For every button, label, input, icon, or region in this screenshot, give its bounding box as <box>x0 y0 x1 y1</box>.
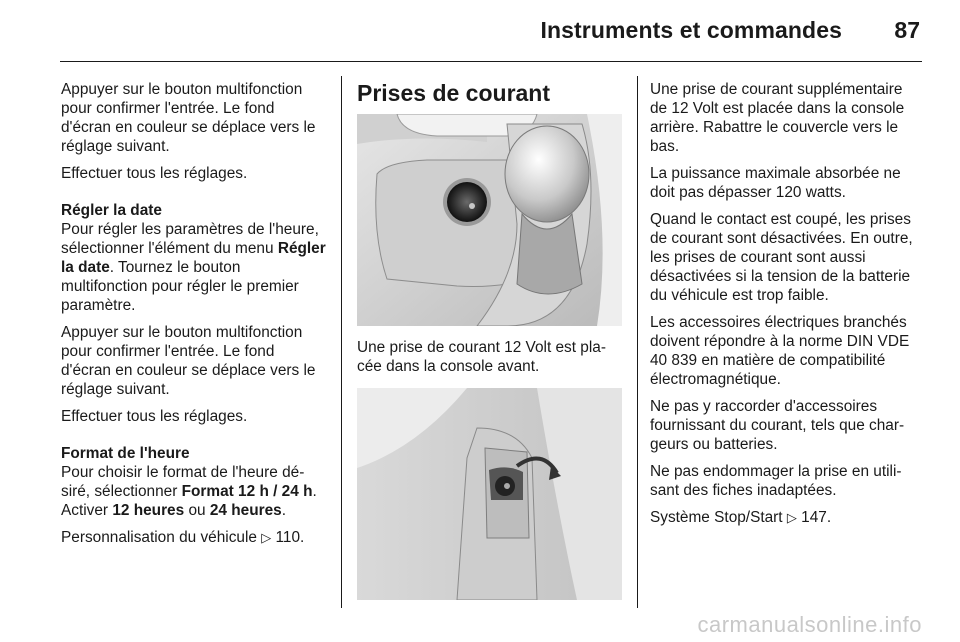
paragraph: Appuyer sur le bouton multifonction pour confirmer l'entrée. Le fond d'écran en couleur se déplace vers le réglage suivant. <box>61 81 316 155</box>
menu-item-set-date: Régler la date <box>61 240 326 276</box>
subheading-time-format: Format de l'heure <box>61 445 190 462</box>
section-title: Prises de courant <box>357 80 551 106</box>
option-24h: 24 heures <box>209 502 282 519</box>
menu-item-time-format: Format 12 h / 24 h <box>181 483 313 500</box>
column-left <box>61 80 327 555</box>
subheading-set-date: Régler la date <box>61 202 162 219</box>
watermark: carmanualsonline.info <box>697 612 922 637</box>
time-format-paragraph: Format de l'heure Pour choisir le format de l'heure désiré, sélectionner Format 12 h / 24 h. Activer 12 heures ou 24 heures. <box>61 444 327 520</box>
photo-caption: Une prise de courant 12 Volt est placée dans la console avant. <box>357 339 606 375</box>
header-rule <box>60 61 922 62</box>
front-socket-photo <box>357 114 622 326</box>
paragraph: Ne pas endommager la prise en utilisant des fiches inadaptées. <box>650 463 902 499</box>
page-number: 87 <box>894 17 920 43</box>
reference-arrow-icon: ▷ <box>786 510 797 525</box>
cross-reference: Système Stop/Start ▷ 147. <box>650 509 832 526</box>
set-date-paragraph: Régler la date Pour régler les paramètres de l'heure, sélectionner l'élément du menu Régler la date. Tournez le bouton multifonction pour régler le premier paramètre. <box>61 202 326 314</box>
paragraph: Effectuer tous les réglages. <box>61 408 248 425</box>
column-right <box>650 80 922 535</box>
cross-reference: Personnalisation du véhicule ▷ 110. <box>61 529 305 546</box>
paragraph: Appuyer sur le bouton multifonction pour confirmer l'entrée. Le fond d'écran en couleur se déplace vers le réglage suivant. <box>61 324 316 398</box>
paragraph: La puissance maximale absorbée ne doit pas dépasser 120 watts. <box>650 165 901 201</box>
paragraph: Les accessoires électriques branchés doivent répondre à la norme DIN VDE 40 839 en matière de compatibilité électromagnétique. <box>650 314 910 388</box>
paragraph: Ne pas y raccorder d'accessoires fournissant du courant, tels que chargeurs ou batteries. <box>650 398 905 453</box>
rear-socket-photo <box>357 388 622 600</box>
paragraph: Quand le contact est coupé, les prises de courant sont désactivées. En outre, les prises de courant sont aussi désactivées si la tension de la batterie du véhicule est trop faible. <box>650 211 913 304</box>
column-middle <box>357 80 623 612</box>
column-divider <box>341 76 342 608</box>
page-header <box>0 0 960 62</box>
reference-arrow-icon: ▷ <box>261 530 272 545</box>
column-divider <box>637 76 638 608</box>
paragraph: Effectuer tous les réglages. <box>61 165 248 182</box>
option-12h: 12 heures <box>112 502 185 519</box>
paragraph: Une prise de courant supplémentaire de 12 Volt est placée dans la console arrière. Rabattre le couvercle vers le bas. <box>650 81 905 155</box>
header-title: Instruments et commandes <box>540 17 842 43</box>
